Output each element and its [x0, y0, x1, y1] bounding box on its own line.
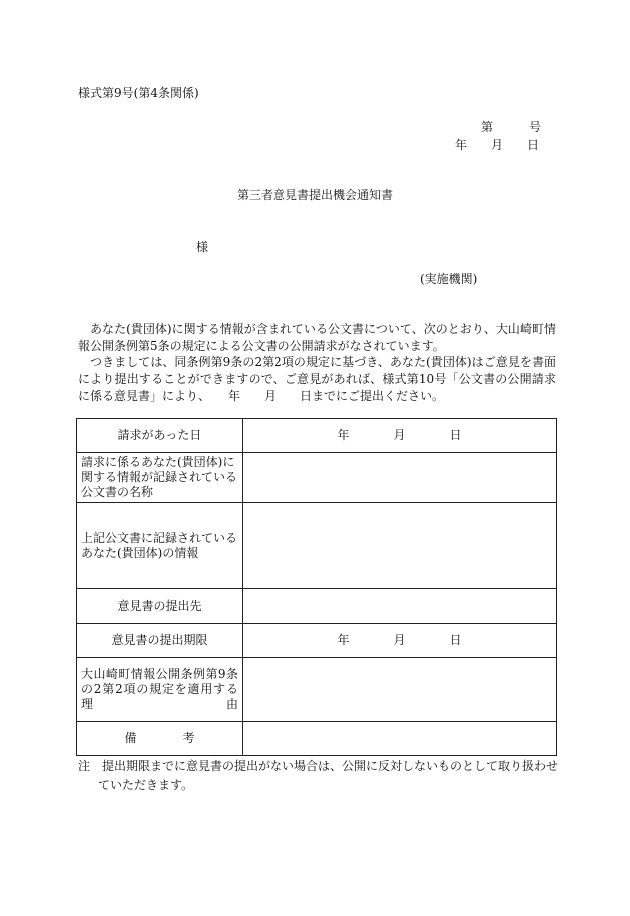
submission-deadline-cell[interactable]: [243, 624, 557, 658]
row-label-document-name: 請求に係るあなた(貴団体)に関する情報が記録されている公文書の名称: [77, 453, 243, 503]
request-date-year: 年: [337, 428, 350, 442]
remarks-char-2: 考: [182, 731, 195, 745]
row-label-applicable-reason: 大山崎町情報公開条例第9条の2第2項の規定を適用する理由: [77, 658, 243, 722]
your-information-cell[interactable]: [243, 503, 557, 589]
request-date-day: 日: [449, 428, 462, 442]
body-paragraph-2: つきましては、同条例第9条の2第2項の規定に基づき、あなた(貴団体)はご意見を書面により提出することができますので、ご意見があれば、様式第10号「公文書の公開請求に係る意見書」により、 年 月 日までにご提出ください。: [78, 355, 556, 403]
note-line-2: ていただきます。: [98, 778, 194, 792]
remarks-char-1: 備: [124, 731, 137, 745]
table-row: [77, 722, 557, 756]
issue-number-field: 第 号: [481, 120, 542, 134]
table-row: [77, 453, 557, 503]
request-date-month: 月: [393, 428, 406, 442]
row-label-request-date: 請求があった日: [77, 419, 243, 453]
implementing-body-label: (実施機関): [420, 272, 478, 286]
deadline-day: 日: [449, 633, 462, 647]
note-line-1: 注 提出期限までに意見書の提出がない場合は、公開に反対しないものとして取り扱わせ: [78, 759, 559, 773]
table-row: [77, 419, 557, 453]
remarks-cell[interactable]: [243, 722, 557, 756]
issue-date-field: 年 月 日: [455, 138, 540, 152]
body-paragraph-1: あなた(貴団体)に関する情報が含まれている公文書について、次のとおり、大山崎町情報公開条例第5条の規定による公文書の公開請求がなされています。: [78, 322, 556, 353]
document-title: 第三者意見書提出機会通知書: [237, 188, 394, 202]
submission-destination-cell[interactable]: [243, 589, 557, 624]
deadline-year: 年: [337, 633, 350, 647]
request-date-cell[interactable]: [243, 419, 557, 453]
document-name-cell[interactable]: [243, 453, 557, 503]
deadline-month: 月: [393, 633, 406, 647]
table-row: [77, 624, 557, 658]
row-label-submission-deadline: 意見書の提出期限: [77, 624, 243, 658]
form-table: [76, 418, 557, 756]
addressee-suffix: 様: [196, 240, 209, 254]
row-label-submission-destination: 意見書の提出先: [77, 589, 243, 624]
row-label-your-information: 上記公文書に記録されているあなた(貴団体)の情報: [77, 503, 243, 589]
table-row: [77, 503, 557, 589]
form-number-label: 様式第9号(第4条関係): [78, 86, 199, 100]
row-label-remarks: [77, 722, 243, 756]
applicable-reason-cell[interactable]: [243, 658, 557, 722]
table-row: [77, 658, 557, 722]
table-row: [77, 589, 557, 624]
